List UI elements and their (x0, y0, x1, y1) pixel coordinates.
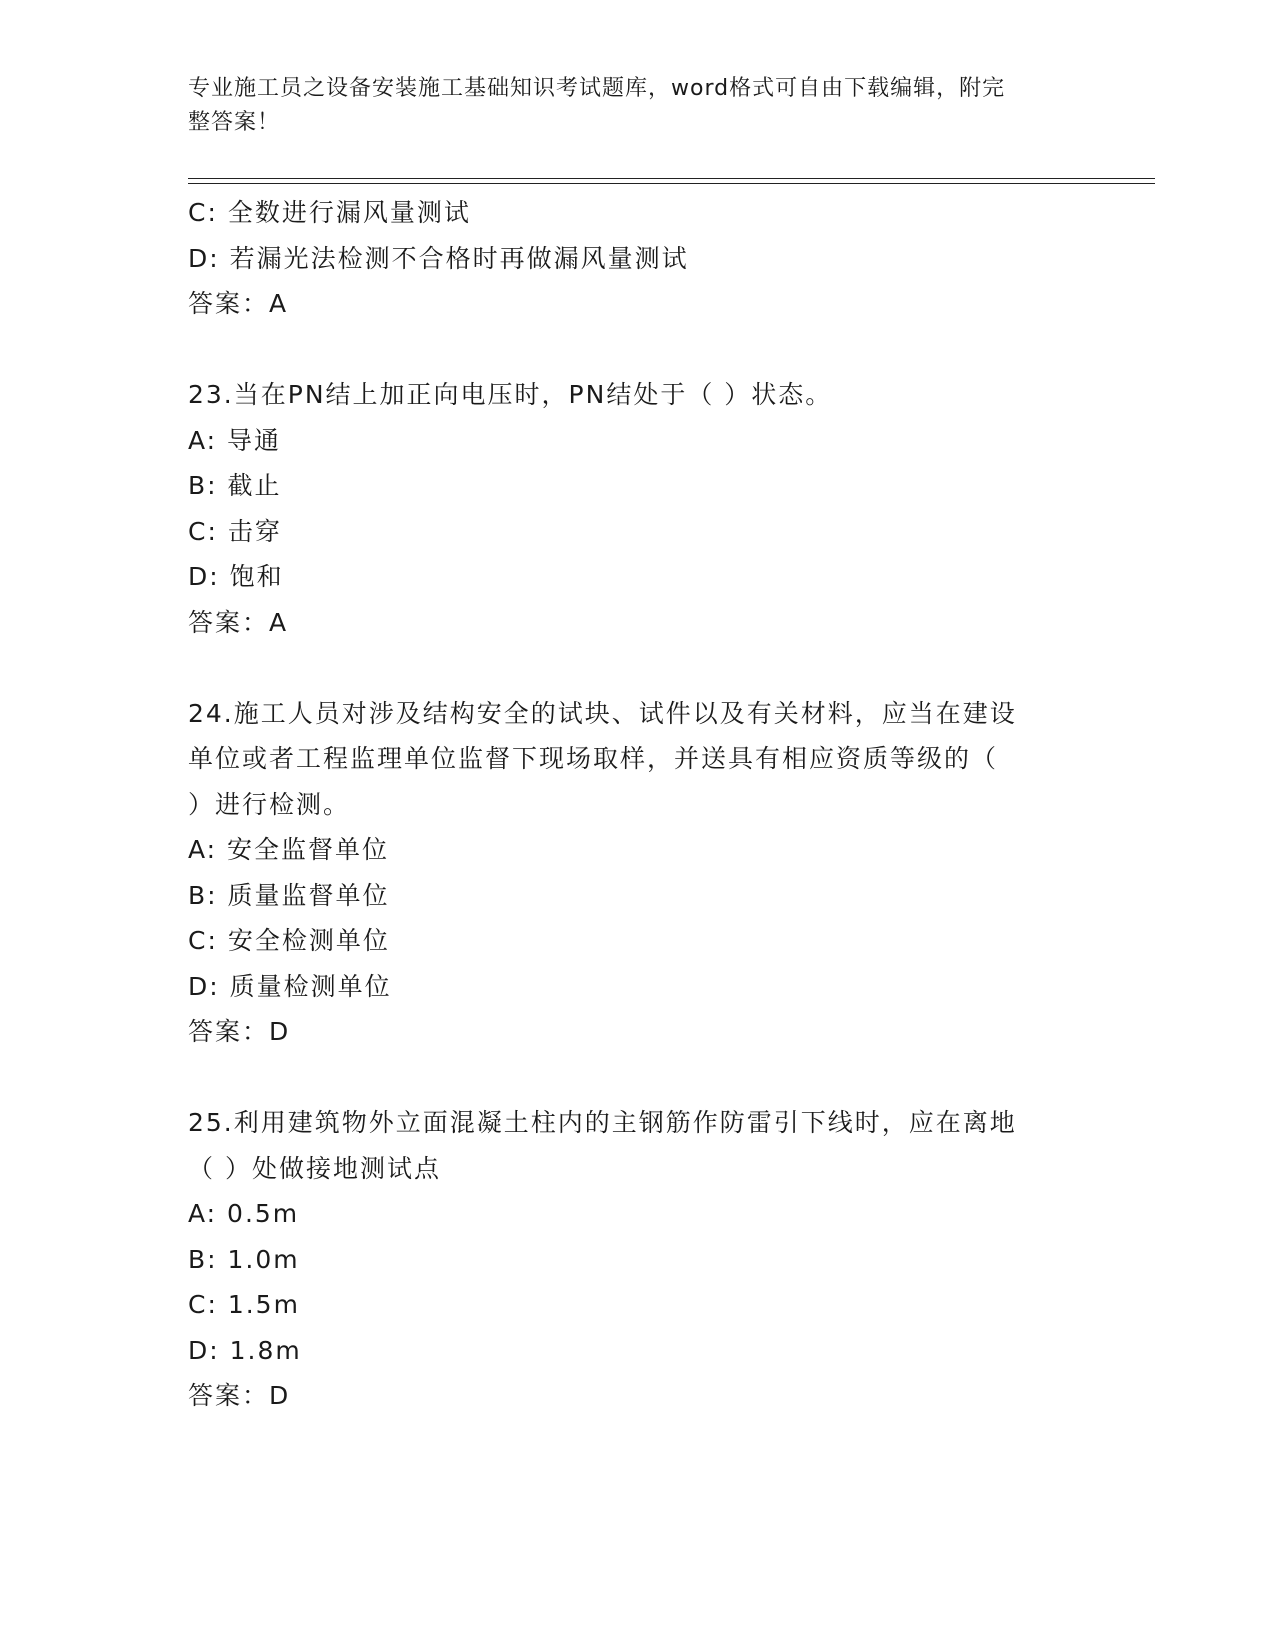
question-stem-line-2: （ ）处做接地测试点 (188, 1153, 441, 1183)
question-stem-line-3: ）进行检测。 (188, 789, 351, 819)
option-c: C: 击穿 (188, 516, 282, 546)
option-a: A: 安全监督单位 (188, 835, 390, 864)
header-divider-bottom (188, 183, 1155, 184)
document-header (188, 72, 1068, 140)
option-d: D: 若漏光法检测不合格时再做漏风量测试 (188, 243, 689, 273)
header-line-1: 专业施工员之设备安装施工基础知识考试题库，word格式可自由下载编辑，附完 (188, 76, 1006, 101)
option-a: A: 导通 (188, 425, 282, 455)
question-stem-line-1: 25.利用建筑物外立面混凝土柱内的主钢筋作防雷引下线时，应在离地 (188, 1108, 1017, 1137)
question-24 (188, 691, 1088, 1055)
option-c: C: 1.5m (188, 1290, 300, 1319)
option-c: C: 安全检测单位 (188, 926, 390, 955)
question-23 (188, 372, 1088, 645)
question-stem-line-2: 单位或者工程监理单位监督下现场取样，并送具有相应资质等级的（ (188, 744, 999, 773)
spacer (188, 327, 1088, 373)
option-b: B: 1.0m (188, 1244, 300, 1274)
option-d: D: 1.8m (188, 1335, 302, 1365)
spacer (188, 645, 1088, 691)
option-d: D: 饱和 (188, 562, 284, 591)
question-25 (188, 1100, 1088, 1419)
option-c: C: 全数进行漏风量测试 (188, 198, 471, 227)
header-divider-top (188, 178, 1155, 179)
header-line-2: 整答案！ (188, 110, 281, 135)
answer-line: 答案：A (188, 607, 289, 637)
answer-line: 答案：A (188, 289, 289, 318)
question-list (188, 190, 1088, 1419)
option-d: D: 质量检测单位 (188, 971, 392, 1001)
option-b: B: 质量监督单位 (188, 880, 390, 910)
spacer (188, 1055, 1088, 1101)
answer-line: 答案：D (188, 1381, 291, 1410)
answer-line: 答案：D (188, 1017, 291, 1046)
option-b: B: 截止 (188, 471, 282, 500)
question-22-continued (188, 190, 1088, 327)
question-stem-line-1: 24.施工人员对涉及结构安全的试块、试件以及有关材料，应当在建设 (188, 698, 1017, 728)
question-stem: 23.当在PN结上加正向电压时，PN结处于（ ）状态。 (188, 380, 833, 409)
option-a: A: 0.5m (188, 1199, 300, 1228)
